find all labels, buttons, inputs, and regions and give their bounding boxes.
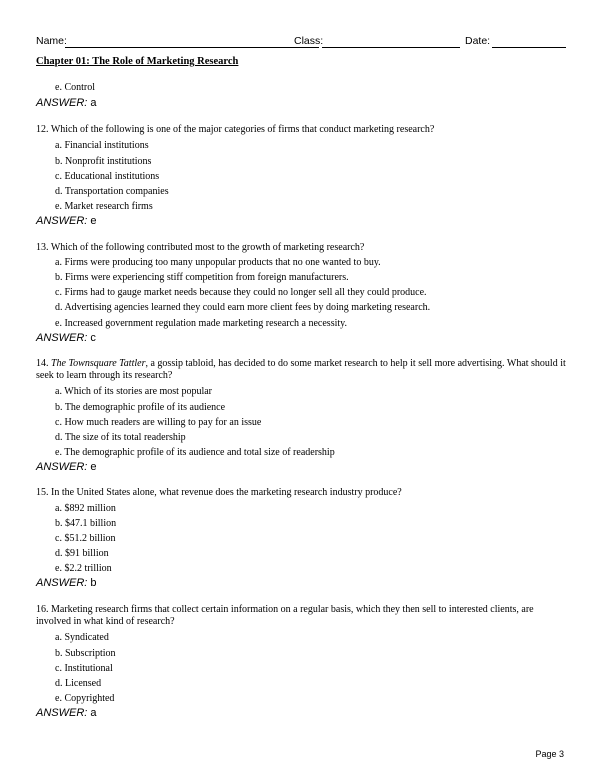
question-15: 15. In the United States alone, what revenue does the marketing research industry produce? (36, 487, 402, 498)
q15-option-b: b. $47.1 billion (55, 518, 117, 529)
q14-option-a: a. Which of its stories are most popular (55, 386, 213, 397)
question-16: 16. Marketing research firms that collect certain information on a regular basis, which they then sell to interested clients, are involved in what kind of research? (36, 604, 534, 627)
class-label: Class: (294, 35, 324, 47)
q12-option-b: b. Nonprofit institutions (55, 156, 152, 167)
q13-option-c: c. Firms had to gauge market needs because they could no longer sell all they could produce. (55, 287, 427, 298)
q16-option-d: d. Licensed (55, 678, 102, 689)
q13-answer (36, 332, 96, 345)
question-14 (36, 358, 566, 382)
q12-answer (36, 215, 97, 228)
q15-option-e: e. $2.2 trillion (55, 563, 112, 574)
answer-value: c (90, 332, 96, 344)
q15-option-d: d. $91 billion (55, 548, 109, 559)
q14-answer (36, 461, 97, 474)
publication-title: The Townsquare Tattler (51, 358, 146, 369)
answer-value: b (90, 577, 97, 589)
q13-option-e: e. Increased government regulation made marketing research a necessity. (55, 318, 347, 329)
answer-value: e (90, 215, 97, 227)
q14-option-e: e. The demographic profile of its audience and total size of readership (55, 447, 335, 458)
q12-option-e: e. Market research firms (55, 201, 153, 212)
answer-label: ANSWER: (36, 215, 88, 227)
q16-answer (36, 707, 97, 720)
q15-option-a: a. $892 million (55, 503, 116, 514)
prev-answer (36, 97, 97, 110)
answer-value: e (90, 461, 97, 473)
q12-option-d: d. Transportation companies (55, 186, 169, 197)
chapter-title: Chapter 01: The Role of Marketing Research (36, 56, 239, 67)
name-line (65, 47, 319, 48)
date-line (492, 47, 566, 48)
page-number: Page 3 (535, 749, 564, 759)
name-label: Name: (36, 35, 67, 47)
question-14-text: , a gossip tabloid, has decided to do some market research to help it sell more advertising. What should it seek to learn through its research? (36, 358, 566, 381)
question-13: 13. Which of the following contributed most to the growth of marketing research? (36, 242, 365, 253)
answer-value: a (90, 707, 97, 719)
answer-label: ANSWER: (36, 332, 88, 344)
q14-option-b: b. The demographic profile of its audience (55, 402, 226, 413)
q12-option-c: c. Educational institutions (55, 171, 160, 182)
q12-option-a: a. Financial institutions (55, 140, 149, 151)
q16-option-e: e. Copyrighted (55, 693, 115, 704)
q16-option-c: c. Institutional (55, 663, 113, 674)
answer-value: a (90, 97, 97, 109)
answer-label: ANSWER: (36, 461, 88, 473)
q13-option-a: a. Firms were producing too many unpopular products that no one wanted to buy. (55, 257, 381, 268)
answer-label: ANSWER: (36, 97, 88, 109)
q14-option-d: d. The size of its total readership (55, 432, 186, 443)
header (36, 35, 566, 51)
q16-option-a: a. Syndicated (55, 632, 109, 643)
prev-option-e: e. Control (55, 82, 95, 93)
class-line (322, 47, 460, 48)
question-14-number: 14. (36, 358, 51, 369)
question-12: 12. Which of the following is one of the major categories of firms that conduct marketing research? (36, 124, 435, 135)
q15-answer (36, 577, 97, 590)
q14-option-c: c. How much readers are willing to pay for an issue (55, 417, 262, 428)
answer-label: ANSWER: (36, 707, 88, 719)
q15-option-c: c. $51.2 billion (55, 533, 116, 544)
q13-option-b: b. Firms were experiencing stiff competition from foreign manufacturers. (55, 272, 349, 283)
answer-label: ANSWER: (36, 577, 88, 589)
date-label: Date: (465, 35, 491, 47)
q13-option-d: d. Advertising agencies learned they could earn more client fees by doing marketing research. (55, 302, 431, 313)
q16-option-b: b. Subscription (55, 648, 116, 659)
